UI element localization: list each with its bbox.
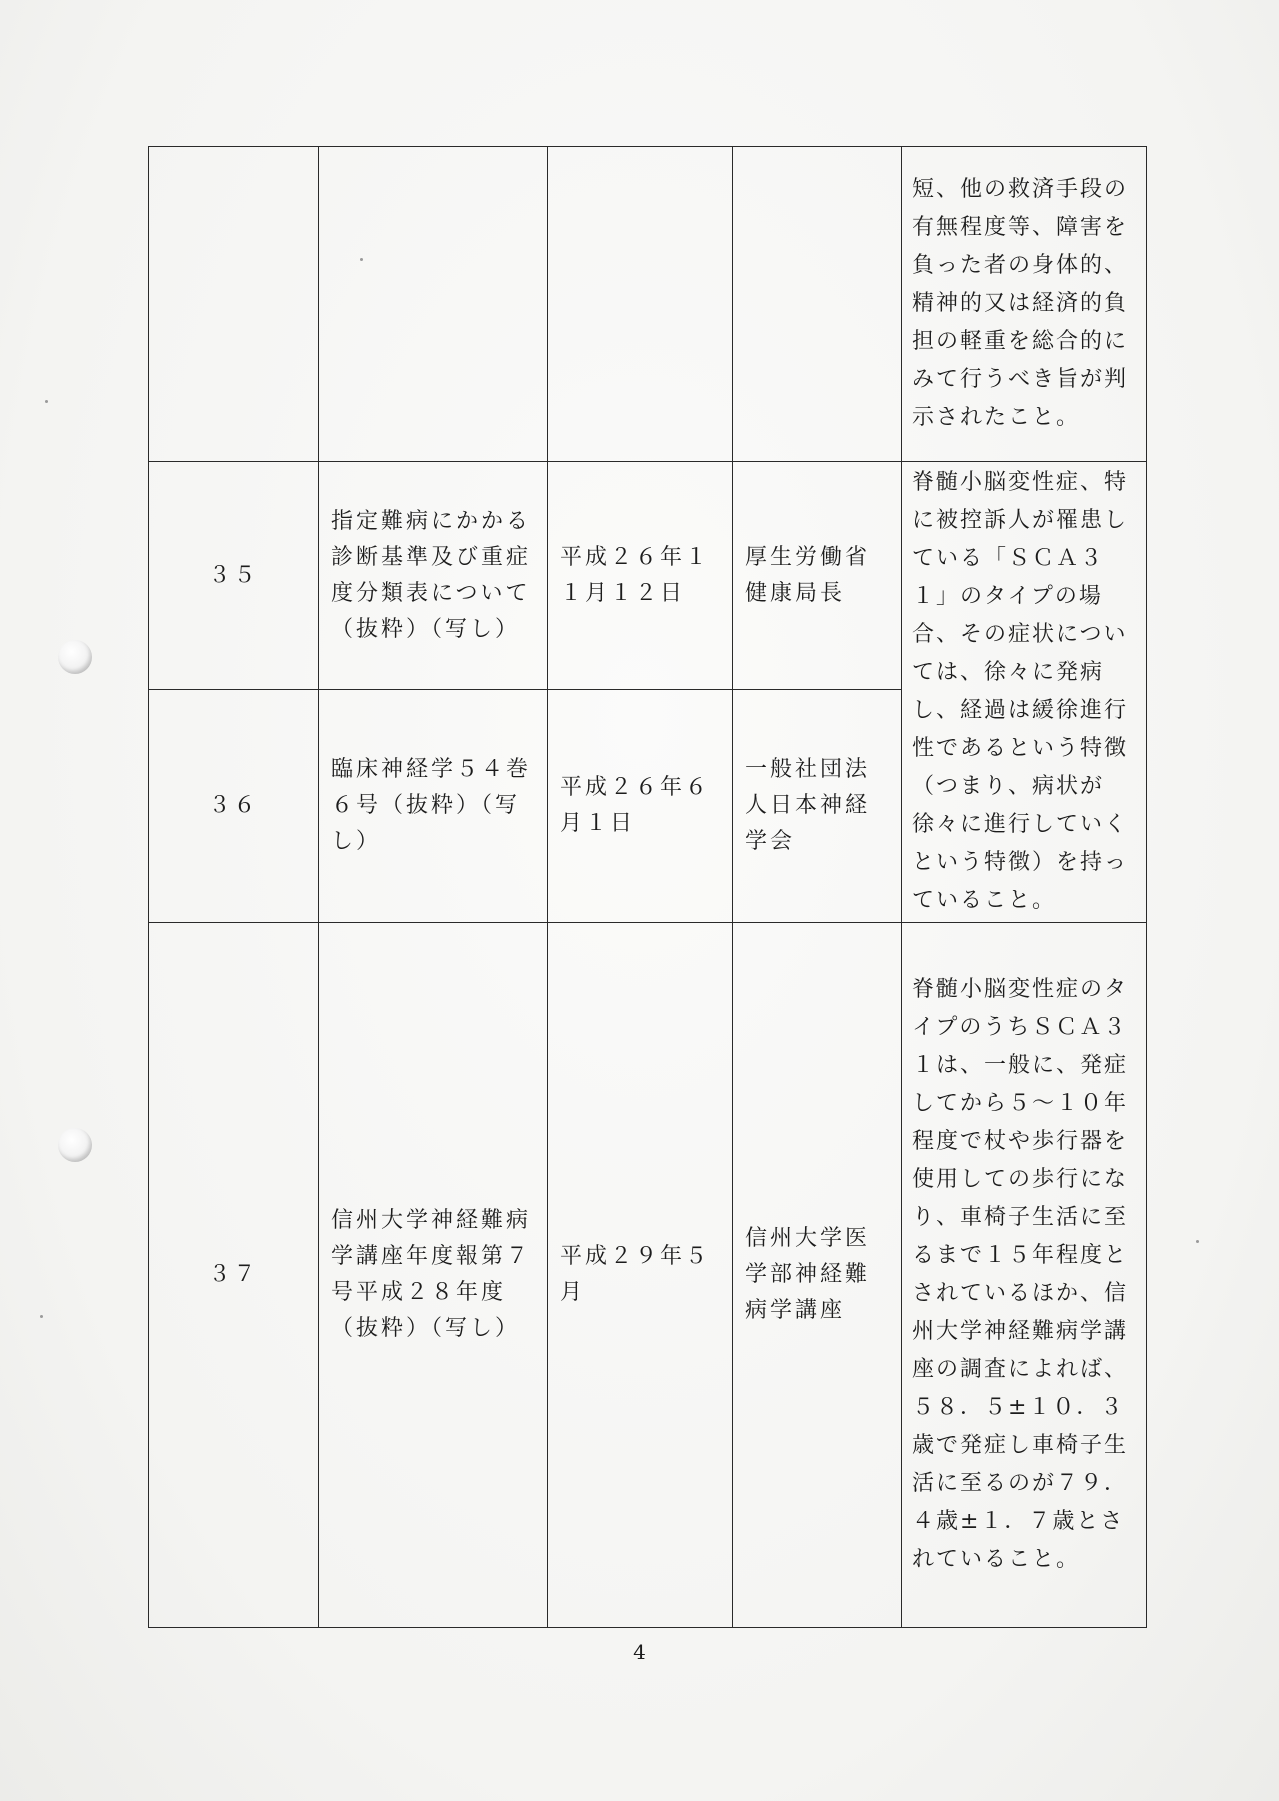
cell-author bbox=[733, 923, 902, 1628]
title-text: 信州大学神経難病学講座年度報第７号平成２８年度（抜粋）（写し） bbox=[331, 1208, 532, 1341]
cell-number bbox=[149, 147, 319, 462]
evidence-table bbox=[148, 146, 1147, 1628]
table-row bbox=[149, 462, 1147, 690]
cell-number: ３６ bbox=[149, 690, 319, 923]
scan-speck bbox=[1196, 1240, 1199, 1243]
date-text: 平成２６年１１月１２日 bbox=[560, 544, 711, 606]
punch-hole-upper bbox=[58, 640, 92, 674]
cell-title bbox=[319, 462, 548, 690]
cell-title bbox=[319, 690, 548, 923]
table-row bbox=[149, 147, 1147, 462]
cell-description bbox=[902, 462, 1147, 923]
cell-date bbox=[548, 690, 733, 923]
description-text: 脊髄小脳変性症、特に被控訴人が罹患している「ＳＣＡ３１」のタイプの場合、その症状については、徐々に発病し、経過は緩徐進行性であるという特徴（つまり、病状が徐々に進行していくという特徴）を持っていること。 bbox=[912, 470, 1129, 913]
description-text: 脊髄小脳変性症のタイプのうちＳＣＡ３１は、一般に、発症してから５～１０年程度で杖や歩行器を使用しての歩行になり、車椅子生活に至るまで１５年程度とされているほか、信州大学神経難病学講座の調査によれば、５８．５±１０．３歳で発症し車椅子生活に至るのが７９．４歳±１．７歳とされていること。 bbox=[912, 977, 1129, 1572]
cell-author bbox=[733, 147, 902, 462]
cell-author bbox=[733, 690, 902, 923]
author-text: 一般社団法人日本神経学会 bbox=[745, 757, 871, 854]
description-text: 短、他の救済手段の有無程度等、障害を負った者の身体的、精神的又は経済的負担の軽重を総合的にみて行うべき旨が判示されたこと。 bbox=[912, 177, 1129, 430]
cell-description bbox=[902, 923, 1147, 1628]
page-number: 4 bbox=[633, 1640, 646, 1664]
table-row bbox=[149, 923, 1147, 1628]
date-text: 平成２９年５月 bbox=[560, 1244, 711, 1305]
cell-date bbox=[548, 147, 733, 462]
cell-date bbox=[548, 462, 733, 690]
cell-description bbox=[902, 147, 1147, 462]
title-text: 臨床神経学５４巻６号（抜粋）（写し） bbox=[331, 757, 532, 854]
scan-speck bbox=[40, 1315, 43, 1318]
date-text: 平成２６年６月１日 bbox=[560, 775, 711, 836]
title-text: 指定難病にかかる診断基準及び重症度分類表について（抜粋）（写し） bbox=[331, 508, 532, 642]
cell-number: ３７ bbox=[149, 923, 319, 1628]
scan-speck bbox=[45, 400, 48, 403]
cell-author bbox=[733, 462, 902, 690]
author-text: 信州大学医学部神経難病学講座 bbox=[745, 1226, 871, 1323]
cell-title bbox=[319, 923, 548, 1628]
punch-hole-lower bbox=[58, 1128, 92, 1162]
cell-date bbox=[548, 923, 733, 1628]
author-text: 厚生労働省健康局長 bbox=[745, 544, 871, 606]
cell-title bbox=[319, 147, 548, 462]
cell-number: ３５ bbox=[149, 462, 319, 690]
